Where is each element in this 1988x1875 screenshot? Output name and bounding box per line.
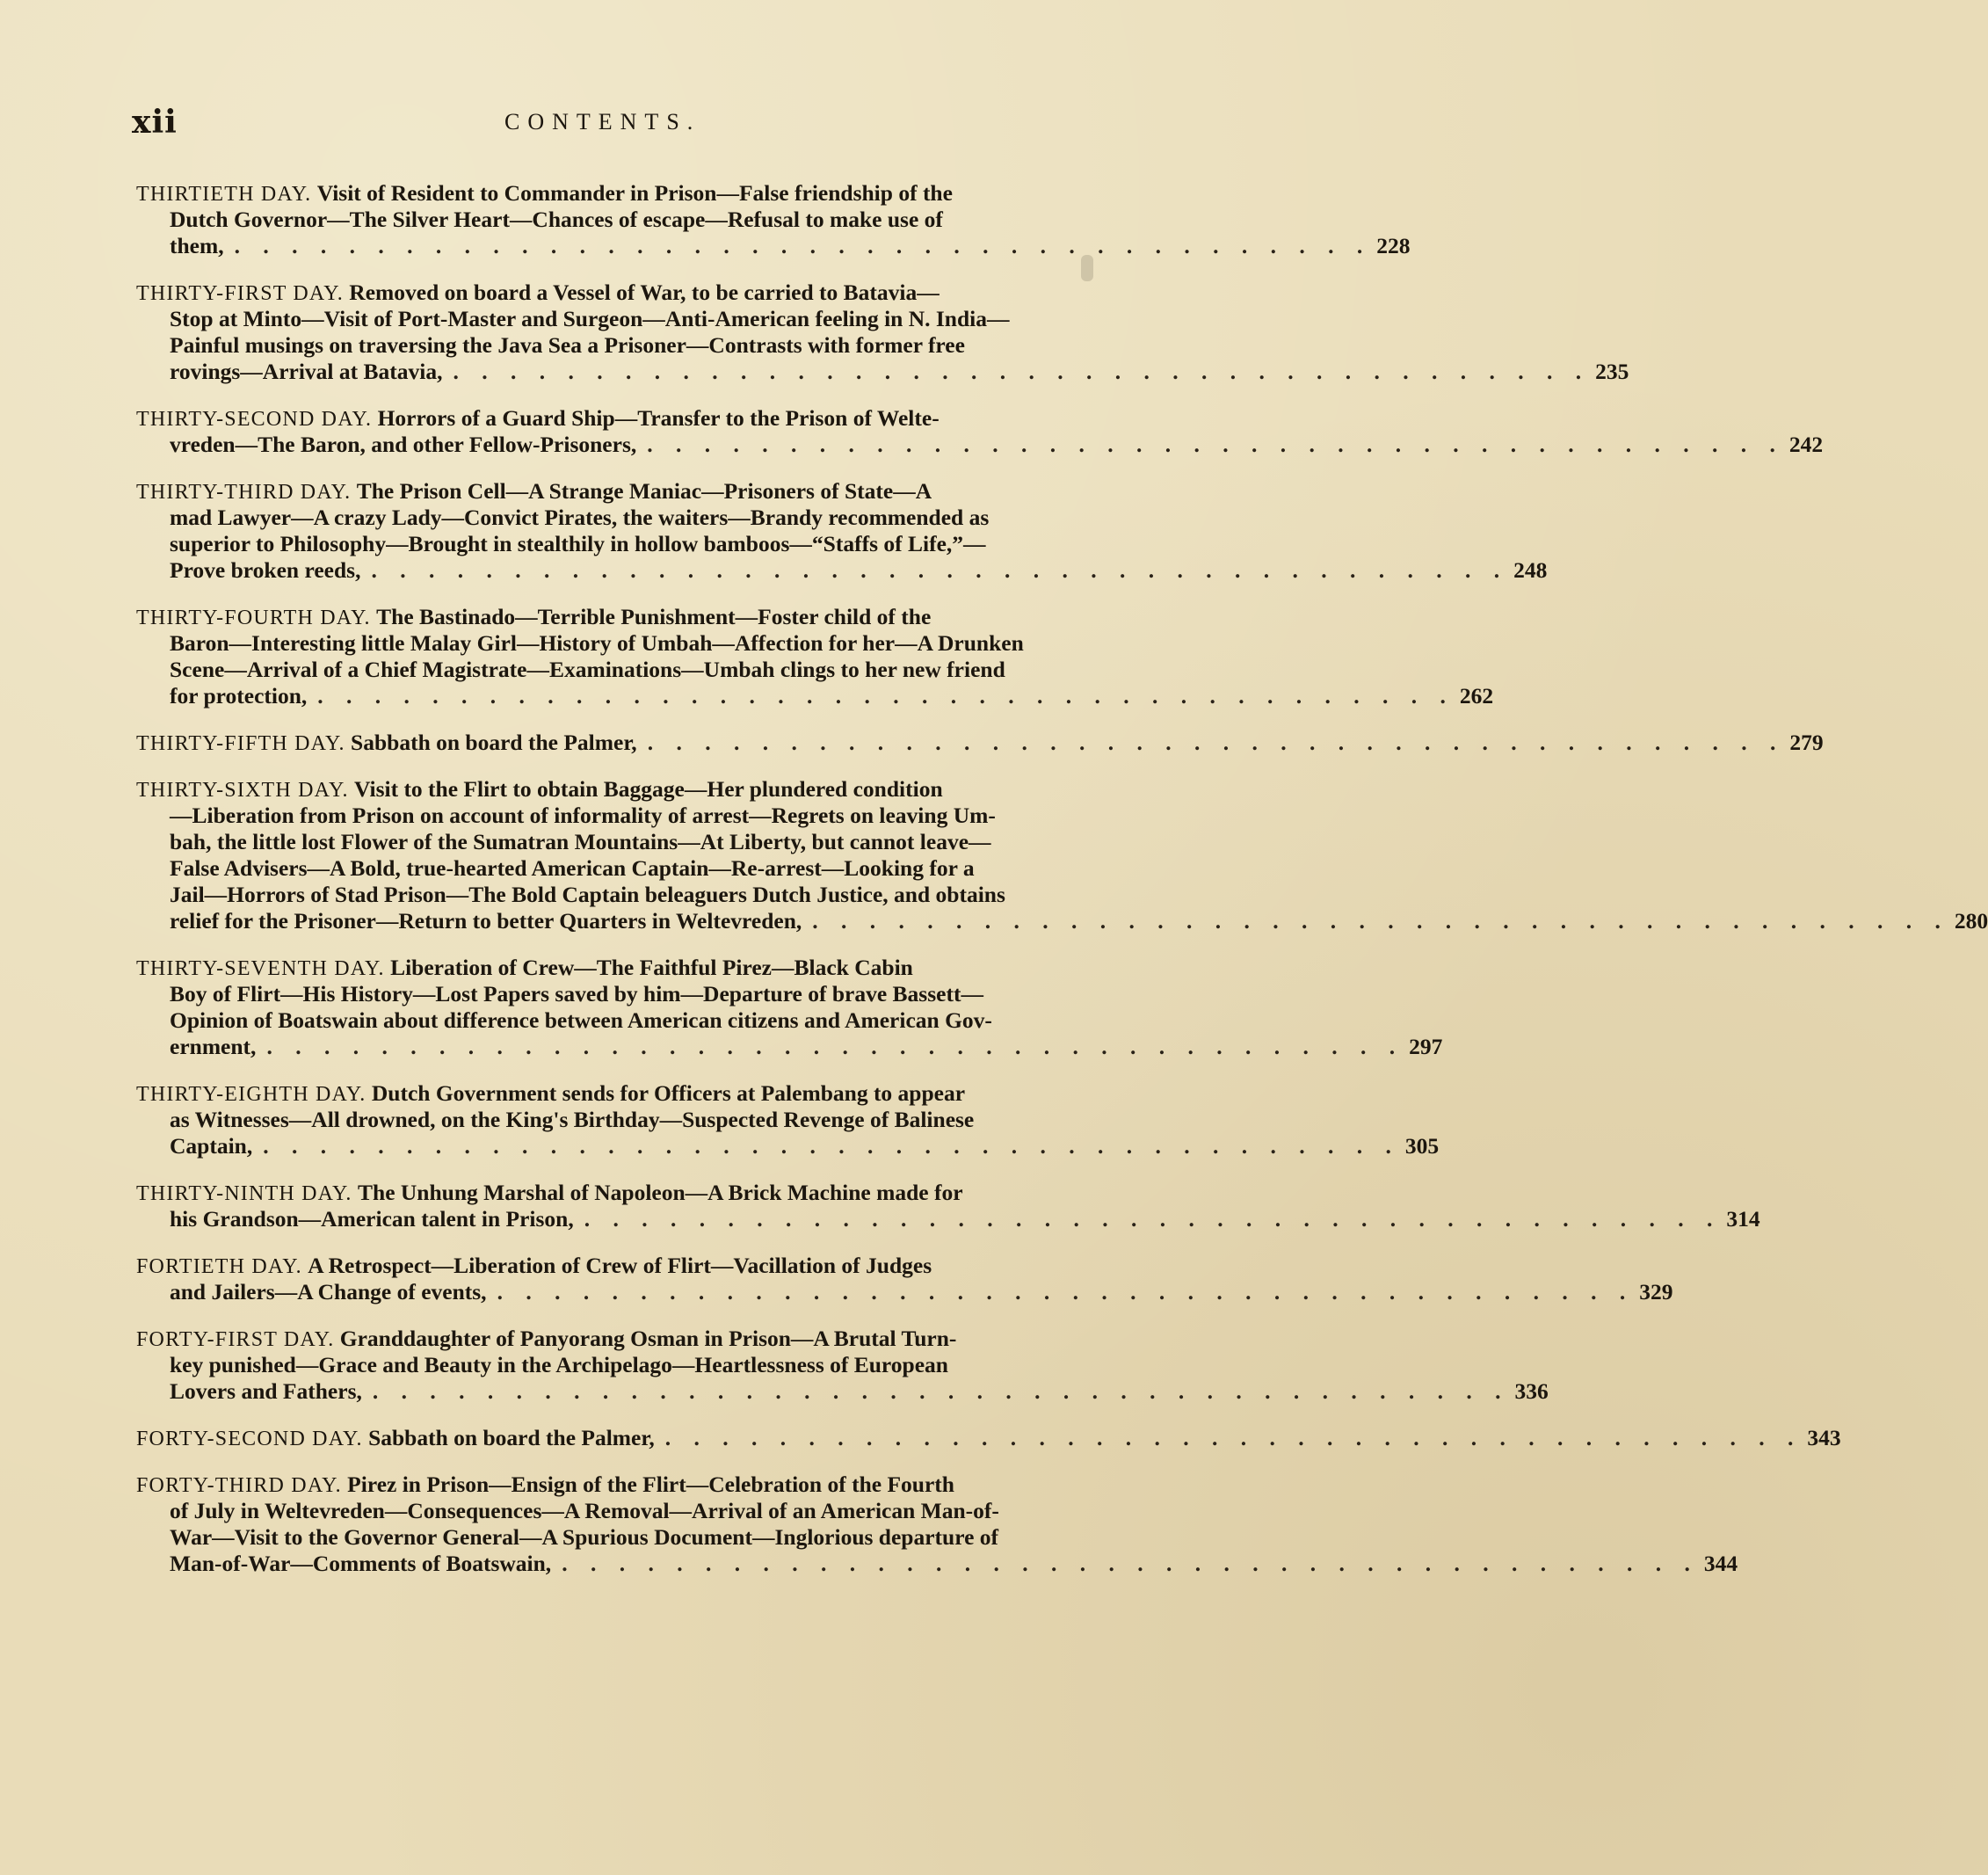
toc-entry-line (136, 981, 1085, 1007)
toc-entry (136, 730, 1824, 756)
toc-entry (136, 1326, 1549, 1405)
toc-entry-final-line (136, 233, 1411, 259)
toc-entry-day: THIRTY-SECOND DAY. (136, 408, 373, 431)
toc-entry-last-text: Sabbath on board the Palmer, (368, 1425, 655, 1450)
toc-entry-day: FORTY-SECOND DAY. (136, 1428, 363, 1450)
toc-entry-page: 336 (1514, 1378, 1549, 1404)
toc-entry-description: bah, the little lost Flower of the Sumatran Mountains—At Liberty, but cannot leave— (170, 829, 991, 854)
toc-entry-final-line (136, 557, 1548, 584)
toc-entry (136, 1253, 1673, 1305)
toc-entry-line (136, 803, 1085, 829)
toc-entry-last-text: Prove broken reeds, (170, 557, 361, 583)
toc-entry-day: FORTIETH DAY. (136, 1255, 302, 1278)
toc-entry-description: The Bastinado—Terrible Punishment—Foster child of the (376, 604, 932, 629)
toc-entry-last-text: rovings—Arrival at Batavia, (170, 359, 443, 384)
toc-entry-last-text: his Grandson—American talent in Prison, (170, 1206, 574, 1232)
toc-entry-day: THIRTY-NINTH DAY. (136, 1182, 352, 1205)
toc-entry-line (136, 604, 1085, 630)
toc-entry-page: 279 (1789, 730, 1824, 755)
toc-entry-description: as Witnesses—All drowned, on the King's Birthday—Suspected Revenge of Balinese (170, 1107, 975, 1132)
toc-entry-final-line (136, 1425, 1841, 1451)
toc-entry (136, 478, 1548, 584)
toc-entry-final-line (136, 1378, 1549, 1405)
dot-leader: . . . . . . . . . . . . . . . . . . . . . . . . . . . . . . . . . . . . . . . . (263, 1133, 1400, 1159)
toc-entry-final-line (136, 1034, 1443, 1060)
toc-entry-line (136, 280, 1085, 306)
toc-entry-description: Horrors of a Guard Ship—Transfer to the Prison of Welte- (377, 405, 940, 431)
toc-entry-line (136, 657, 1085, 683)
toc-entry-line (136, 829, 1085, 855)
toc-entry-last-text: and Jailers—A Change of events, (170, 1279, 487, 1305)
toc-entry (136, 1472, 1738, 1577)
toc-entry-line (136, 1080, 1085, 1107)
toc-entry-day: THIRTY-THIRD DAY. (136, 481, 352, 504)
toc-entry (136, 1180, 1760, 1232)
toc-entry-line (136, 1180, 1085, 1206)
toc-entry-description: mad Lawyer—A crazy Lady—Convict Pirates, the waiters—Brandy recommended as (170, 505, 990, 530)
toc-entry-last-text: Lovers and Fathers, (170, 1378, 362, 1404)
toc-entry-line (136, 776, 1085, 803)
toc-entry-page: 262 (1459, 683, 1494, 709)
dot-leader: . . . . . . . . . . . . . . . . . . . . . . . . . . . . . . . . . . . . . . . . (647, 730, 1785, 755)
toc-entry-line (136, 180, 1085, 207)
toc-entry-line (136, 505, 1085, 531)
dot-leader: . . . . . . . . . . . . . . . . . . . . . . . . . . . . . . . . . . . . . . . . (453, 359, 1591, 384)
toc-entry-last-text: vreden—The Baron, and other Fellow-Prisoners, (170, 432, 637, 457)
toc-entry-page: 280 (1954, 908, 1988, 934)
toc-entry-day: FORTY-FIRST DAY. (136, 1328, 335, 1351)
toc-entry-last-text: Captain, (170, 1133, 253, 1159)
toc-entry-description: key punished—Grace and Beauty in the Archipelago—Heartlessness of European (170, 1352, 948, 1377)
toc-entry-description: Dutch Governor—The Silver Heart—Chances of escape—Refusal to make use of (170, 207, 943, 232)
toc-entry-final-line (136, 432, 1824, 458)
toc-entry-line (136, 1007, 1085, 1034)
toc-entry-line (136, 1498, 1085, 1524)
toc-entry-description: Baron—Interesting little Malay Girl—History of Umbah—Affection for her—A Drunken (170, 630, 1024, 656)
toc-entry-page: 305 (1404, 1133, 1440, 1159)
dot-leader: . . . . . . . . . . . . . . . . . . . . . . . . . . . . . . . . . . . . . . . . (234, 233, 1372, 258)
page-header (132, 104, 1063, 148)
toc-entry-final-line (136, 908, 1988, 934)
dot-leader: . . . . . . . . . . . . . . . . . . . . . . . . . . . . . . . . . . . . . . . . (664, 1425, 1803, 1450)
dot-leader: . . . . . . . . . . . . . . . . . . . . . . . . . . . . . . . . . . . . . . . . (317, 683, 1455, 709)
toc-entry-final-line (136, 1551, 1738, 1577)
dot-leader: . . . . . . . . . . . . . . . . . . . . . . . . . . . . . . . . . . . . . . . . (562, 1551, 1699, 1576)
toc-entry-page: 314 (1726, 1206, 1760, 1232)
toc-entry-last-text: for protection, (170, 683, 308, 709)
toc-entry (136, 776, 1988, 934)
toc-entry-last-text: relief for the Prisoner—Return to better Quarters in Weltevreden, (170, 908, 802, 934)
dot-leader: . . . . . . . . . . . . . . . . . . . . . . . . . . . . . . . . . . . . . . . . (584, 1206, 1722, 1232)
dot-leader: . . . . . . . . . . . . . . . . . . . . . . . . . . . . . . . . . . . . . . . . (812, 908, 1949, 934)
toc-entry-description: Painful musings on traversing the Java Sea a Prisoner—Contrasts with former free (170, 332, 965, 358)
toc-entry (136, 180, 1411, 259)
toc-entry-description: of July in Weltevreden—Consequences—A Removal—Arrival of an American Man-of- (170, 1498, 999, 1523)
toc-entry-day: THIRTY-FIRST DAY. (136, 282, 344, 305)
toc-entry-line (136, 1253, 1085, 1279)
toc-entry-line (136, 1326, 1085, 1352)
toc-entry-line (136, 955, 1085, 981)
toc-entry-line (136, 478, 1085, 505)
toc-entry-final-line (136, 1206, 1760, 1232)
toc-entry-day: THIRTIETH DAY. (136, 183, 312, 206)
toc-entry-line (136, 306, 1085, 332)
toc-entry-description: The Unhung Marshal of Napoleon—A Brick Machine made for (358, 1180, 963, 1205)
toc-entry-description: Opinion of Boatswain about difference between American citizens and American Gov- (170, 1007, 992, 1033)
toc-entry-final-line (136, 1279, 1673, 1305)
toc-entry-description: Scene—Arrival of a Chief Magistrate—Examinations—Umbah clings to her new friend (170, 657, 1005, 682)
toc-entry-day: THIRTY-SIXTH DAY. (136, 779, 349, 802)
paper-stain (1081, 255, 1093, 281)
toc-entry-description: Jail—Horrors of Stad Prison—The Bold Captain beleaguers Dutch Justice, and obtains (170, 882, 1005, 907)
toc-entry-description: superior to Philosophy—Brought in stealthily in hollow bamboos—“Staffs of Life,”— (170, 531, 986, 556)
toc-entry-page: 248 (1513, 557, 1548, 583)
toc-entry-line (136, 405, 1085, 432)
toc-entry-page: 297 (1409, 1034, 1443, 1059)
toc-entry-line (136, 1107, 1085, 1133)
dot-leader: . . . . . . . . . . . . . . . . . . . . . . . . . . . . . . . . . . . . . . . . (266, 1034, 1404, 1059)
toc-entry-description: False Advisers—A Bold, true-hearted American Captain—Re-arrest—Looking for a (170, 855, 975, 881)
toc-entry-last-text: them, (170, 233, 224, 258)
toc-entry-day: FORTY-THIRD DAY. (136, 1474, 342, 1497)
toc-entry-line (136, 1524, 1085, 1551)
toc-entry (136, 1080, 1440, 1159)
toc-entry (136, 405, 1824, 458)
toc-entry-description: The Prison Cell—A Strange Maniac—Prisoners of State—A (356, 478, 932, 504)
toc-entry-description: Stop at Minto—Visit of Port-Master and Surgeon—Anti-American feeling in N. India— (170, 306, 1010, 331)
toc-entry-page: 329 (1639, 1279, 1673, 1305)
toc-entry-final-line (136, 359, 1629, 385)
toc-entry-description: Removed on board a Vessel of War, to be carried to Batavia— (349, 280, 940, 305)
dot-leader: . . . . . . . . . . . . . . . . . . . . . . . . . . . . . . . . . . . . . . . . (371, 557, 1509, 583)
toc-entry-page: 344 (1703, 1551, 1738, 1576)
toc-entry-description: Liberation of Crew—The Faithful Pirez—Black Cabin (390, 955, 913, 980)
contents-list (136, 180, 1988, 1597)
toc-entry-last-text: ernment, (170, 1034, 257, 1059)
toc-entry-line (136, 531, 1085, 557)
toc-entry-page: 235 (1595, 359, 1629, 384)
toc-entry-day: THIRTY-SEVENTH DAY. (136, 957, 385, 980)
toc-entry-description: Pirez in Prison—Ensign of the Flirt—Celebration of the Fourth (347, 1472, 954, 1497)
toc-entry-final-line (136, 1133, 1440, 1159)
dot-leader: . . . . . . . . . . . . . . . . . . . . . . . . . . . . . . . . . . . . . . . . (372, 1378, 1510, 1404)
toc-entry-description: Boy of Flirt—His History—Lost Papers saved by him—Departure of brave Bassett— (170, 981, 983, 1007)
toc-entry (136, 1425, 1841, 1451)
toc-entry-description: A Retrospect—Liberation of Crew of Flirt—Vacillation of Judges (308, 1253, 932, 1278)
toc-entry-line (136, 882, 1085, 908)
toc-entry-last-text: Sabbath on board the Palmer, (351, 730, 637, 755)
dot-leader: . . . . . . . . . . . . . . . . . . . . . . . . . . . . . . . . . . . . . . . . (647, 432, 1784, 457)
toc-entry-description: —Liberation from Prison on account of informality of arrest—Regrets on leaving Um- (170, 803, 996, 828)
toc-entry-line (136, 1352, 1085, 1378)
toc-entry-page: 343 (1807, 1425, 1841, 1450)
toc-entry (136, 280, 1629, 385)
toc-entry-last-text: Man-of-War—Comments of Boatswain, (170, 1551, 552, 1576)
toc-entry-line (136, 207, 1085, 233)
toc-entry-final-line (136, 683, 1494, 709)
toc-entry-description: Visit to the Flirt to obtain Baggage—Her plundered condition (354, 776, 943, 802)
toc-entry (136, 955, 1443, 1060)
toc-entry-final-line (136, 730, 1824, 756)
page-number: xii (132, 104, 178, 141)
running-head: CONTENTS. (504, 109, 701, 134)
toc-entry-day: THIRTY-EIGHTH DAY. (136, 1083, 366, 1106)
toc-entry-line (136, 1472, 1085, 1498)
toc-entry-description: Granddaughter of Panyorang Osman in Prison—A Brutal Turn- (339, 1326, 957, 1351)
toc-entry-description: Dutch Government sends for Officers at Palembang to appear (371, 1080, 966, 1106)
toc-entry-day: THIRTY-FOURTH DAY. (136, 607, 371, 629)
toc-entry-line (136, 630, 1085, 657)
toc-entry (136, 604, 1494, 709)
toc-entry-page: 242 (1788, 432, 1824, 457)
toc-entry-description: War—Visit to the Governor General—A Spurious Document—Inglorious departure of (170, 1524, 999, 1550)
toc-entry-page: 228 (1376, 233, 1411, 258)
toc-entry-day: THIRTY-FIFTH DAY. (136, 732, 345, 755)
toc-entry-line (136, 855, 1085, 882)
dot-leader: . . . . . . . . . . . . . . . . . . . . . . . . . . . . . . . . . . . . . . . . (497, 1279, 1635, 1305)
toc-entry-line (136, 332, 1085, 359)
toc-entry-description: Visit of Resident to Commander in Prison—False friendship of the (316, 180, 953, 206)
